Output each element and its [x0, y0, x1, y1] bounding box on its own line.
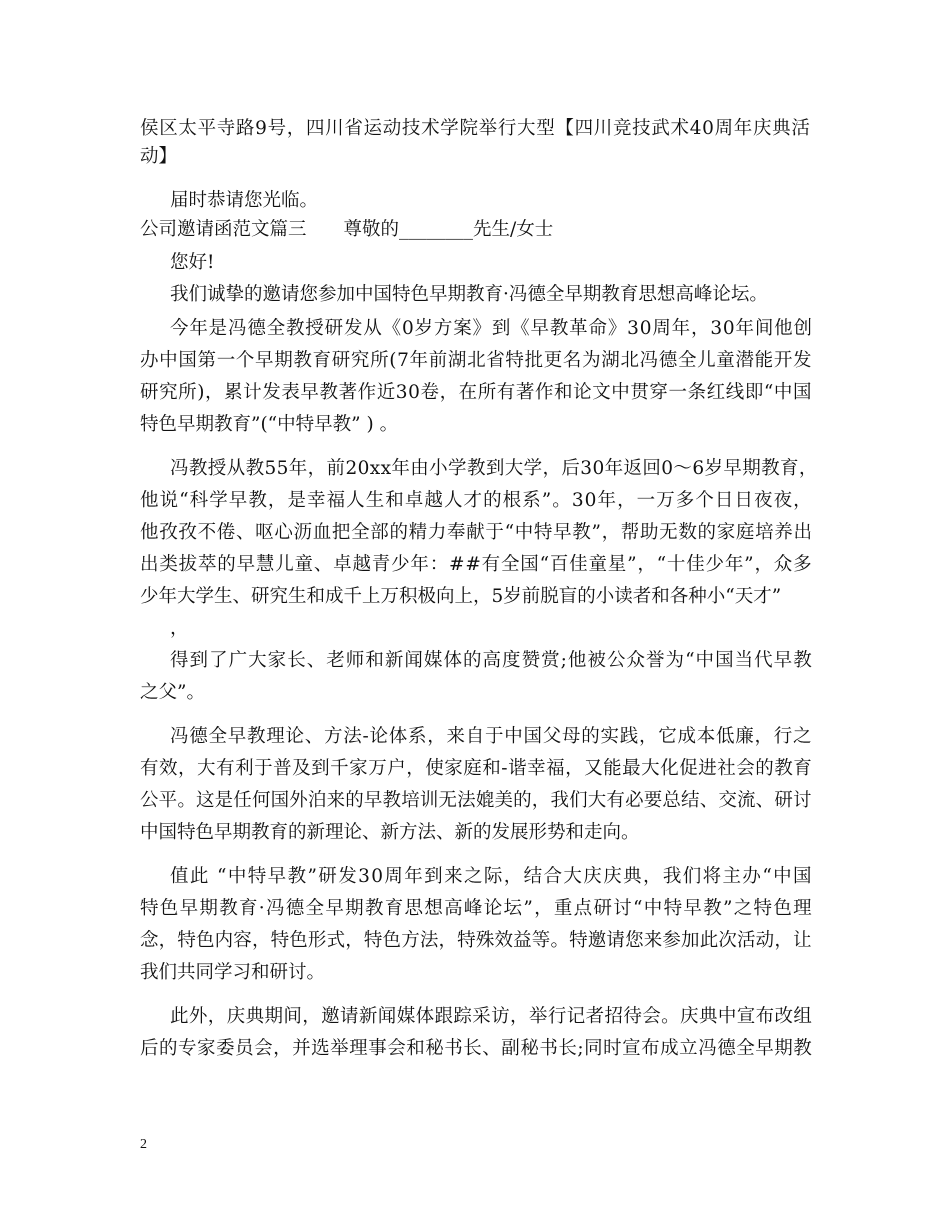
text-line: 我们共同学习和研讨。	[140, 962, 326, 983]
text-line: 届时恭请您光临。	[170, 190, 319, 211]
text-line: 此 外 ， 庆 典 期 间 ， 邀 请 新 闻 媒 体 跟 踪 采 访 ， 举 行 记 者 招 待 会 。 庆 典 中 宣 布 改 组	[170, 1006, 812, 1027]
text-line: 中国特色早期教育的新理论、新方法、新的发展形势和走向。	[140, 822, 640, 843]
text-line: 之父”。	[140, 682, 205, 703]
text-line: 办 中 国 第 一 个 早 期 教 育 研 究 所 ( 7 年 前 湖 北 省 特 批 更 名 为 湖 北 冯 德 全 儿 童 潜 能 开 发	[140, 350, 812, 371]
text-line: 您好!	[170, 252, 215, 273]
text-line: 公司邀请函范文篇三 尊敬的________先生/女士	[140, 219, 554, 240]
page-number: 2	[140, 1137, 147, 1152]
text-line: 值 此 “ 中 特 早 教 ” 研 发 3 0 周 年 到 来 之 际 ， 结 合 大 庆 庆 典 ， 我 们 将 主 办 “ 中 国	[170, 866, 812, 887]
text-line: 出 类 拔 萃 的 早 慧 儿 童 、 卓 越 青 少 年 ： # # 有 全 国 “ 百 佳 童 星 ” ， “ 十 佳 少 年 ” ， 众 多	[140, 554, 812, 575]
text-line: 公 平 。 这 是 任 何 国 外 泊 来 的 早 教 培 训 无 法 媲 美 的 ， 我 们 大 有 必 要 总 结 、 交 流 、 研 讨	[140, 790, 812, 811]
text-line: 我们诚挚的邀请您参加中国特色早期教育·冯德全早期教育思想高峰论坛。	[170, 284, 768, 305]
text-line: 侯 区 太 平 寺 路 9 号 ， 四 川 省 运 动 技 术 学 院 举 行 大 型 【 四 川 竞 技 武 术 4 0 周 年 庆 典 活	[140, 118, 810, 139]
text-line: 今 年 是 冯 德 全 教 授 研 发 从 《 0 岁 方 案 》 到 《 早 教 革 命 》 3 0 周 年 ， 3 0 年 间 他 创	[170, 318, 812, 339]
text-line: 后 的 专 家 委 员 会 ， 并 选 举 理 事 会 和 秘 书 长 、 副 秘 书 长 ; 同 时 宣 布 成 立 冯 德 全 早 期 教	[140, 1038, 812, 1059]
text-line: 特 色 早 期 教 育 · 冯 德 全 早 期 教 育 思 想 高 峰 论 坛 ” ， 重 点 研 讨 “ 中 特 早 教 ” 之 特 色 理	[140, 898, 812, 919]
text-line: 他 孜 孜 不 倦 、 呕 心 沥 血 把 全 部 的 精 力 奉 献 于 “ 中 特 早 教 ” ， 帮 助 无 数 的 家 庭 培 养 出	[140, 522, 812, 543]
text-line: 念 ， 特 色 内 容 ， 特 色 形 式 ， 特 色 方 法 ， 特 殊 效 益 等 。 特 邀 请 您 来 参 加 此 次 活 动 ， 让	[140, 930, 812, 951]
text-line: 冯 德 全 早 教 理 论 、 方 法 - 论 体 系 ， 来 自 于 中 国 父 母 的 实 践 ， 它 成 本 低 廉 ， 行 之	[170, 726, 812, 747]
text-line: 他 说 “ 科 学 早 教 ， 是 幸 福 人 生 和 卓 越 人 才 的 根 系 ” 。 3 0 年 ， 一 万 多 个 日 日 夜 夜 ，	[140, 490, 812, 511]
text-line: 特色早期教育”(“中特早教” ) 。	[140, 414, 399, 435]
text-line: 动】	[140, 146, 178, 167]
text-line: 少年大学生、研究生和成千上万积极向上，5岁前脱盲的小读者和各种小“天才”	[140, 586, 782, 607]
text-line: 有 效 ， 大 有 利 于 普 及 到 千 家 万 户 ， 使 家 庭 和 - 谐 幸 福 ， 又 能 最 大 化 促 进 社 会 的 教 育	[140, 758, 812, 779]
text-line: ，	[170, 618, 189, 639]
text-line: 研 究 所 ) ， 累 计 发 表 早 教 著 作 近 3 0 卷 ， 在 所 有 著 作 和 论 文 中 贯 穿 一 条 红 线 即 “ 中 国	[140, 382, 812, 403]
text-line: 得 到 了 广 大 家 长 、 老 师 和 新 闻 媒 体 的 高 度 赞 赏 ; 他 被 公 众 誉 为 “ 中 国 当 代 早 教	[170, 650, 812, 671]
text-line: 冯 教 授 从 教 5 5 年 ， 前 2 0 x x 年 由 小 学 教 到 大 学 ， 后 3 0 年 返 回 0 ～ 6 岁 早 期 教 育 ，	[170, 458, 818, 479]
